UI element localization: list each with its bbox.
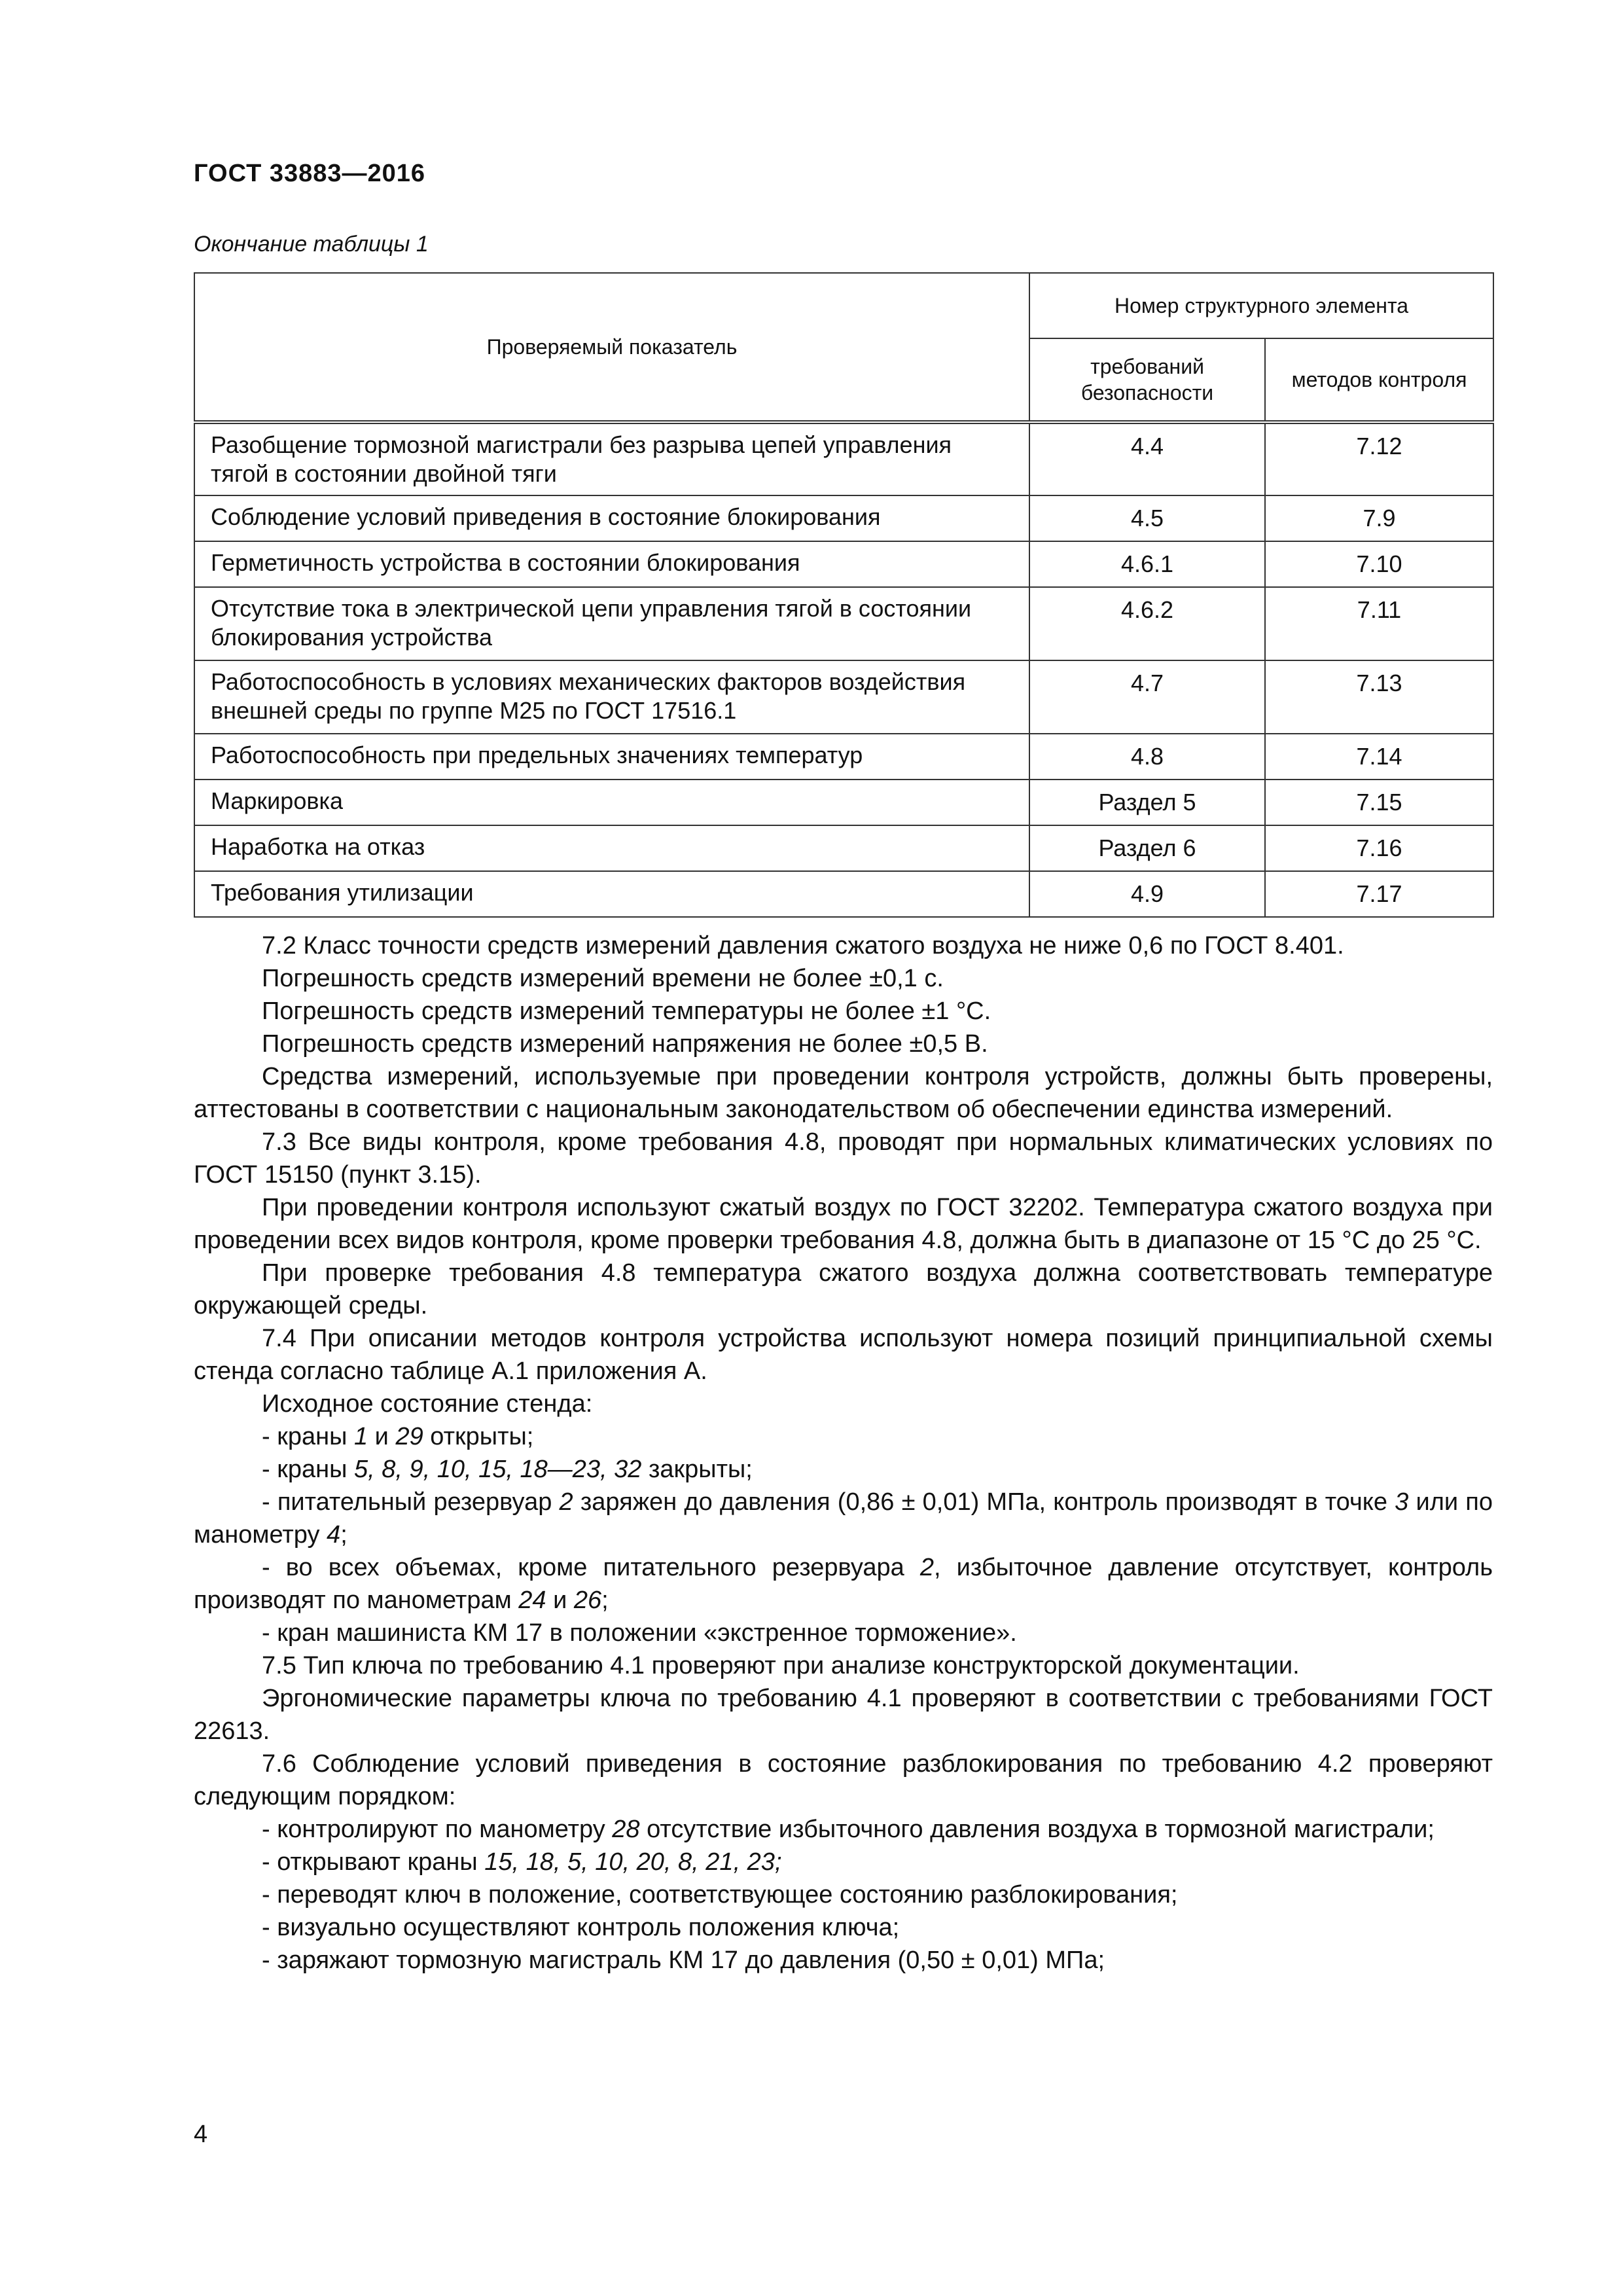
table-row bbox=[194, 660, 1493, 734]
paragraph: Исходное состояние стенда: bbox=[262, 1390, 593, 1418]
text-span: , избыточное давление отсутствует, контроль производят по манометрам bbox=[194, 1554, 1493, 1614]
list-item bbox=[194, 1453, 1493, 1486]
list-item bbox=[194, 1551, 1493, 1617]
paragraph: При проведении контроля используют сжатый воздух по ГОСТ 32202. Температура сжатого воздуха при проведении всех видов контроля, кроме проверки требования 4.8, должна быть в диапазоне от 15 °С до 25 °С. bbox=[194, 1194, 1493, 1254]
text-span: и bbox=[368, 1423, 396, 1450]
table-row bbox=[194, 871, 1493, 917]
indicator-cell: Разобщение тормозной магистрали без разрыва цепей управления тягой в состоянии двойной тяги bbox=[194, 422, 1029, 495]
table-row bbox=[194, 422, 1493, 495]
position-numbers: 5, 8, 9, 10, 15, 18—23, 32 bbox=[353, 1456, 642, 1483]
text-span: - питательный резервуар bbox=[262, 1488, 560, 1516]
page-number: 4 bbox=[194, 2121, 208, 2148]
list-item: - кран машиниста КМ 17 в положении «экстренное торможение». bbox=[262, 1619, 1017, 1647]
indicator-cell: Отсутствие тока в электрической цепи управления тягой в состоянии блокирования устройства bbox=[194, 587, 1029, 660]
text-span: ; bbox=[601, 1587, 609, 1614]
text-span: - краны bbox=[262, 1456, 354, 1483]
position-number: 2 bbox=[919, 1554, 935, 1581]
table-row bbox=[194, 587, 1493, 660]
req-cell: 4.7 bbox=[1029, 660, 1265, 734]
method-cell: 7.14 bbox=[1265, 734, 1493, 780]
list-item: - визуально осуществляют контроль положения ключа; bbox=[262, 1914, 900, 1941]
paragraph: Погрешность средств измерений напряжения не более ±0,5 В. bbox=[262, 1030, 988, 1058]
text-span: открыты; bbox=[423, 1423, 534, 1450]
list-item bbox=[194, 1846, 1493, 1878]
indicator-cell: Герметичность устройства в состоянии блокирования bbox=[194, 541, 1029, 587]
paragraph-7-4: 7.4 При описании методов контроля устройства используют номера позиций принципиальной схемы стенда согласно таблице А.1 приложения А. bbox=[194, 1325, 1493, 1385]
method-cell: 7.16 bbox=[1265, 825, 1493, 871]
req-cell: 4.5 bbox=[1029, 495, 1265, 541]
req-cell: 4.6.2 bbox=[1029, 587, 1265, 660]
req-cell: 4.8 bbox=[1029, 734, 1265, 780]
position-number: 2 bbox=[559, 1488, 573, 1516]
method-cell: 7.10 bbox=[1265, 541, 1493, 587]
col-header-group: Номер структурного элемента bbox=[1029, 273, 1493, 338]
method-cell: 7.11 bbox=[1265, 587, 1493, 660]
body-text bbox=[194, 929, 1493, 1977]
list-item: - заряжают тормозную магистраль КМ 17 до давления (0,50 ± 0,01) МПа; bbox=[262, 1946, 1105, 1974]
text-span: закрыты; bbox=[641, 1456, 753, 1483]
table-row bbox=[194, 541, 1493, 587]
paragraph: Погрешность средств измерений температуры не более ±1 °С. bbox=[262, 997, 991, 1025]
req-cell: Раздел 6 bbox=[1029, 825, 1265, 871]
text-span: или по манометру bbox=[194, 1488, 1493, 1549]
position-number: 28 bbox=[612, 1816, 640, 1843]
list-item bbox=[194, 1813, 1493, 1846]
table-caption: Окончание таблицы 1 bbox=[194, 232, 429, 257]
list-item bbox=[194, 1420, 1493, 1453]
table-row bbox=[194, 780, 1493, 825]
method-cell: 7.17 bbox=[1265, 871, 1493, 917]
method-cell: 7.12 bbox=[1265, 422, 1493, 495]
indicator-cell: Работоспособность в условиях механических факторов воздействия внешней среды по группе М25 по ГОСТ 17516.1 bbox=[194, 660, 1029, 734]
text-span: отсутствие избыточного давления воздуха в тормозной магистрали; bbox=[639, 1816, 1435, 1843]
text-span: - краны bbox=[262, 1423, 354, 1450]
method-cell: 7.13 bbox=[1265, 660, 1493, 734]
position-number: 4 bbox=[327, 1521, 341, 1549]
text-span: - контролируют по манометру bbox=[262, 1816, 613, 1843]
paragraph-7-5: 7.5 Тип ключа по требованию 4.1 проверяют при анализе конструкторской документации. bbox=[262, 1652, 1300, 1679]
text-span: и bbox=[546, 1587, 574, 1614]
text-span: - во всех объемах, кроме питательного резервуара bbox=[262, 1554, 920, 1581]
col-header-methods: методов контроля bbox=[1265, 338, 1493, 422]
req-cell: 4.9 bbox=[1029, 871, 1265, 917]
req-cell: Раздел 5 bbox=[1029, 780, 1265, 825]
indicator-cell: Требования утилизации bbox=[194, 871, 1029, 917]
col-header-indicator: Проверяемый показатель bbox=[194, 273, 1029, 422]
paragraph-7-2: 7.2 Класс точности средств измерений давления сжатого воздуха не ниже 0,6 по ГОСТ 8.401. bbox=[262, 932, 1344, 960]
col-header-requirements: требований безопасности bbox=[1029, 338, 1265, 422]
position-number: 1 bbox=[353, 1423, 368, 1450]
list-item: - переводят ключ в положение, соответствующее состоянию разблокирования; bbox=[262, 1881, 1178, 1909]
req-cell: 4.6.1 bbox=[1029, 541, 1265, 587]
req-cell: 4.4 bbox=[1029, 422, 1265, 495]
paragraph: Средства измерений, используемые при проведении контроля устройств, должны быть проверены, аттестованы в соответствии с национальным законодательством об обеспечении единства измерений. bbox=[194, 1063, 1493, 1123]
method-cell: 7.9 bbox=[1265, 495, 1493, 541]
position-numbers: 15, 18, 5, 10, 20, 8, 21, 23; bbox=[484, 1848, 782, 1876]
table-row bbox=[194, 825, 1493, 871]
position-number: 29 bbox=[395, 1423, 423, 1450]
text-span: - открывают краны bbox=[262, 1848, 485, 1876]
paragraph: Погрешность средств измерений времени не более ±0,1 с. bbox=[262, 965, 944, 992]
table-row bbox=[194, 495, 1493, 541]
position-number: 3 bbox=[1395, 1488, 1409, 1516]
paragraph-7-6: 7.6 Соблюдение условий приведения в состояние разблокирования по требованию 4.2 проверяют следующим порядком: bbox=[194, 1750, 1493, 1810]
text-span: ; bbox=[340, 1521, 348, 1549]
method-cell: 7.15 bbox=[1265, 780, 1493, 825]
paragraph: Эргономические параметры ключа по требованию 4.1 проверяют в соответствии с требованиями ГОСТ 22613. bbox=[194, 1685, 1493, 1745]
indicator-cell: Маркировка bbox=[194, 780, 1029, 825]
list-item bbox=[194, 1486, 1493, 1551]
document-header: ГОСТ 33883—2016 bbox=[194, 160, 426, 187]
position-number: 26 bbox=[573, 1587, 602, 1614]
paragraph-7-3: 7.3 Все виды контроля, кроме требования 4.8, проводят при нормальных климатических условиях по ГОСТ 15150 (пункт 3.15). bbox=[194, 1128, 1493, 1189]
paragraph: При проверке требования 4.8 температура сжатого воздуха должна соответствовать температуре окружающей среды. bbox=[194, 1259, 1493, 1319]
position-number: 24 bbox=[518, 1587, 546, 1614]
text-span: заряжен до давления (0,86 ± 0,01) МПа, контроль производят в точке bbox=[573, 1488, 1395, 1516]
indicator-cell: Наработка на отказ bbox=[194, 825, 1029, 871]
indicator-cell: Соблюдение условий приведения в состояние блокирования bbox=[194, 495, 1029, 541]
indicator-cell: Работоспособность при предельных значениях температур bbox=[194, 734, 1029, 780]
verification-table bbox=[194, 272, 1494, 918]
table-row bbox=[194, 734, 1493, 780]
